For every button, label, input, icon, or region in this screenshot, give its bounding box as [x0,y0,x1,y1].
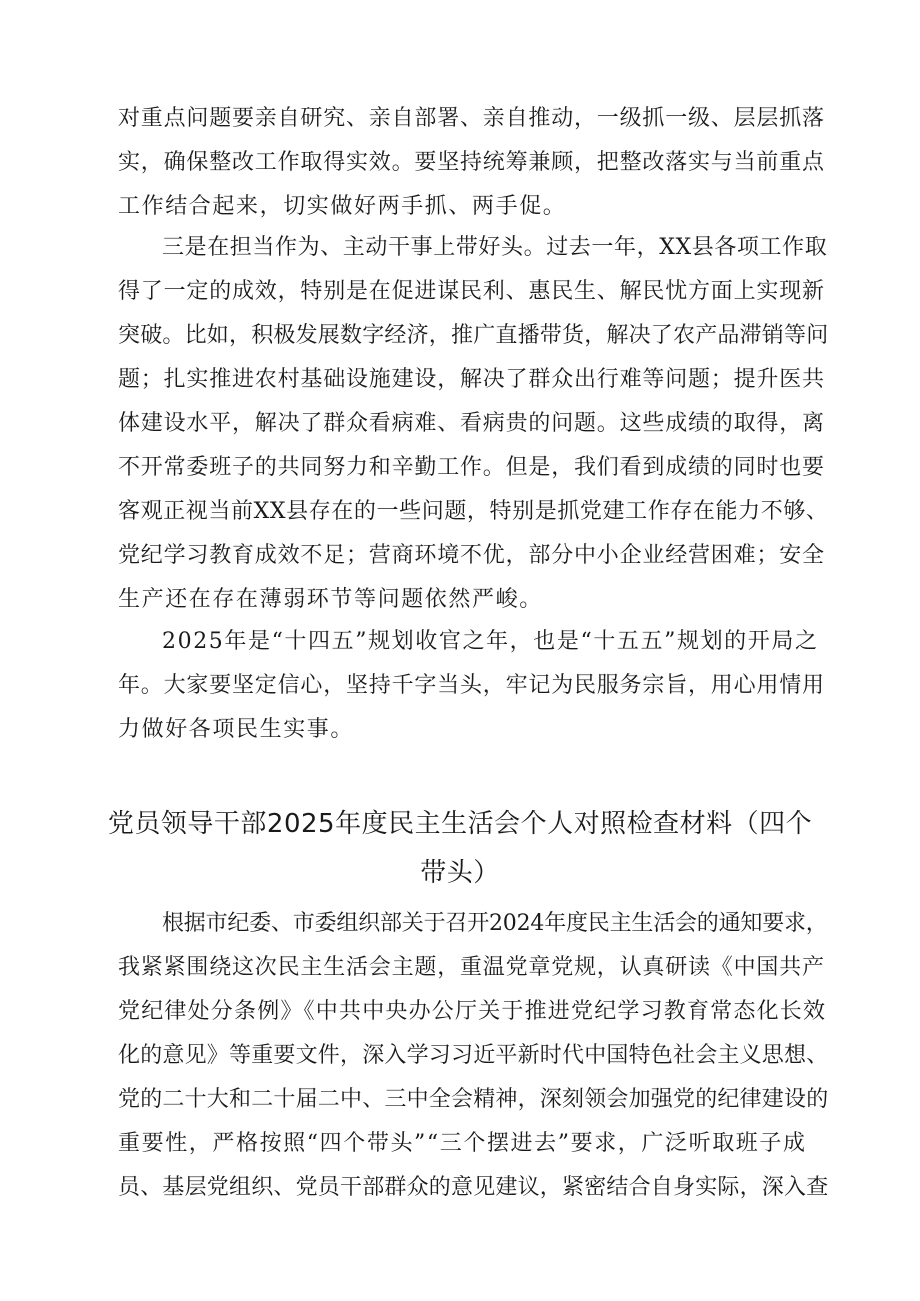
body-text-line: 对重点问题要亲自研究、亲自部署、亲自推动，一级抓一级、层层抓落 [118,106,825,131]
document-title-continued: 带头） [420,858,500,888]
body-text-line: 实，确保整改工作取得实效。要坚持统筹兼顾，把整改落实与当前重点 [118,150,825,175]
body-text-line: 党纪律处分条例》《中共中央办公厅关于推进党纪学习教育常态化长效 [118,999,827,1024]
body-text-line: 体建设水平，解决了群众看病难、看病贵的问题。这些成绩的取得，离 [118,411,825,436]
body-text-line: 客观正视当前XX县存在的一些问题，特别是抓党建工作存在能力不够、 [118,499,829,524]
body-text-line: 题；扎实推进农村基础设施建设，解决了群众出行难等问题；提升医共 [118,367,825,392]
body-text-line: 生产还在存在薄弱环节等问题依然严峻。 [118,587,543,612]
body-text-line: 不开常委班子的共同努力和辛勤工作。但是，我们看到成绩的同时也要 [118,455,825,480]
body-text-line: 党的二十大和二十届二中、三中全会精神，深刻领会加强党的纪律建设的 [118,1087,829,1112]
body-text-line: 工作结合起来，切实做好两手抓、两手促。 [118,194,567,219]
body-text-line: 根据市纪委、市委组织部关于召开2024年度民主生活会的通知要求， [162,911,828,936]
body-text-line: 2025年是“十四五”规划收官之年，也是“十五五”规划的开局之 [162,629,819,654]
body-text-line: 员、基层党组织、党员干部群众的意见建议，紧密结合自身实际，深入查 [118,1175,829,1200]
body-text-line: 突破。比如，积极发展数字经济，推广直播带货，解决了农产品滞销等问 [118,323,829,348]
body-text-line: 我紧紧围绕这次民主生活会主题，重温党章党规，认真研读《中国共产 [118,955,825,980]
body-text-line: 重要性，严格按照“四个带头”“三个摆进去”要求，广泛听取班子成 [118,1131,807,1156]
body-text-line: 三是在担当作为、主动干事上带好头。过去一年，XX县各项工作取 [162,235,828,260]
body-text-line: 得了一定的成效，特别是在促进谋民利、惠民生、解民忧方面上实现新 [118,279,825,304]
body-text-line: 年。大家要坚定信心，坚持千字当头，牢记为民服务宗旨，用心用情用 [118,673,825,698]
body-text-line: 化的意见》等重要文件，深入学习习近平新时代中国特色社会主义思想、 [118,1043,829,1068]
body-text-line: 党纪学习教育成效不足；营商环境不优，部分中小企业经营困难；安全 [118,543,825,568]
document-title: 党员领导干部2025年度民主生活会个人对照检查材料（四个 [107,809,813,839]
body-text-line: 力做好各项民生实事。 [118,717,355,742]
